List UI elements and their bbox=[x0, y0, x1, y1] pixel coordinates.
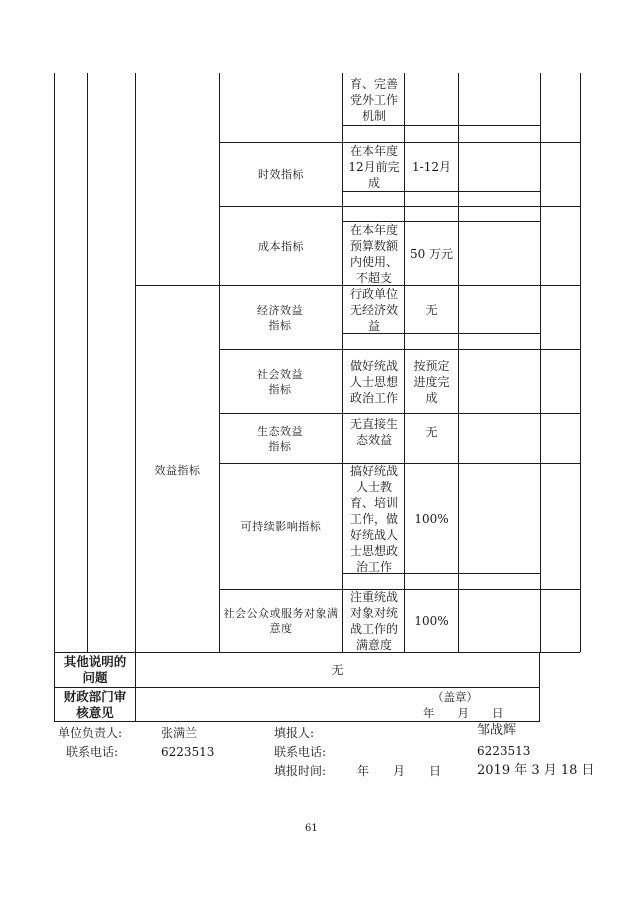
top-row-standard: 育、完善党外工作机制 bbox=[349, 76, 398, 123]
cost-indicator: 成本指标 bbox=[258, 239, 304, 253]
report-date: 2019 年 3 月 18 日 bbox=[477, 763, 595, 778]
cost-standard: 在本年度预算数额内使用、不超支 bbox=[349, 222, 398, 285]
reporter-name: 邹战辉 bbox=[477, 723, 517, 738]
phone-label-1: 联系电话: bbox=[66, 745, 119, 759]
finance-review-date: 年 月 日 bbox=[423, 706, 504, 720]
timeliness-actual: 1-12月 bbox=[412, 160, 451, 174]
benefit-indicator-group: 效益指标 bbox=[154, 463, 201, 477]
timeliness-indicator: 时效指标 bbox=[258, 168, 304, 181]
reporter-label: 填报人: bbox=[274, 726, 315, 740]
page-number: 61 bbox=[305, 823, 318, 834]
cost-actual: 50 万元 bbox=[409, 246, 454, 261]
ecological-indicator: 生态效益指标 bbox=[257, 424, 303, 453]
satisfaction-indicator: 社会公众或服务对象满意度 bbox=[223, 607, 339, 635]
ecological-standard: 无直接生态效益 bbox=[349, 417, 398, 447]
other-notes-label: 其他说明的问题 bbox=[63, 654, 127, 685]
economic-indicator: 经济效益指标 bbox=[257, 303, 303, 332]
economic-actual: 无 bbox=[425, 302, 438, 317]
timeliness-standard: 在本年度12月前完成 bbox=[348, 144, 400, 190]
phone-1: 6223513 bbox=[161, 745, 215, 759]
phone-label-2: 联系电话: bbox=[274, 745, 327, 759]
satisfaction-standard: 注重统战对象对统战工作的满意度 bbox=[349, 590, 398, 652]
sustainable-actual: 100% bbox=[414, 511, 449, 526]
other-notes-value: 无 bbox=[331, 663, 344, 677]
finance-review-label: 财政部门审核意见 bbox=[63, 688, 127, 720]
unit-head-name: 张满兰 bbox=[161, 726, 198, 740]
phone-2: 6223513 bbox=[477, 744, 531, 758]
social-standard: 做好统战人士思想政治工作 bbox=[349, 358, 398, 405]
report-time-blank: 年 月 日 bbox=[357, 764, 442, 778]
social-actual: 按预定进度完成 bbox=[413, 358, 450, 405]
social-indicator: 社会效益指标 bbox=[257, 367, 303, 396]
unit-head-label: 单位负责人: bbox=[58, 726, 123, 740]
sustainable-indicator: 可持续影响指标 bbox=[240, 520, 322, 533]
report-time-label: 填报时间: bbox=[274, 764, 327, 778]
economic-standard: 行政单位无经济效益 bbox=[349, 286, 398, 333]
satisfaction-actual: 100% bbox=[414, 614, 449, 628]
ecological-actual: 无 bbox=[425, 425, 438, 439]
sustainable-standard: 搞好统战人士教育、培训工作，做好统战人士思想政治工作 bbox=[349, 463, 398, 574]
finance-review-seal: （盖章） bbox=[432, 690, 478, 704]
